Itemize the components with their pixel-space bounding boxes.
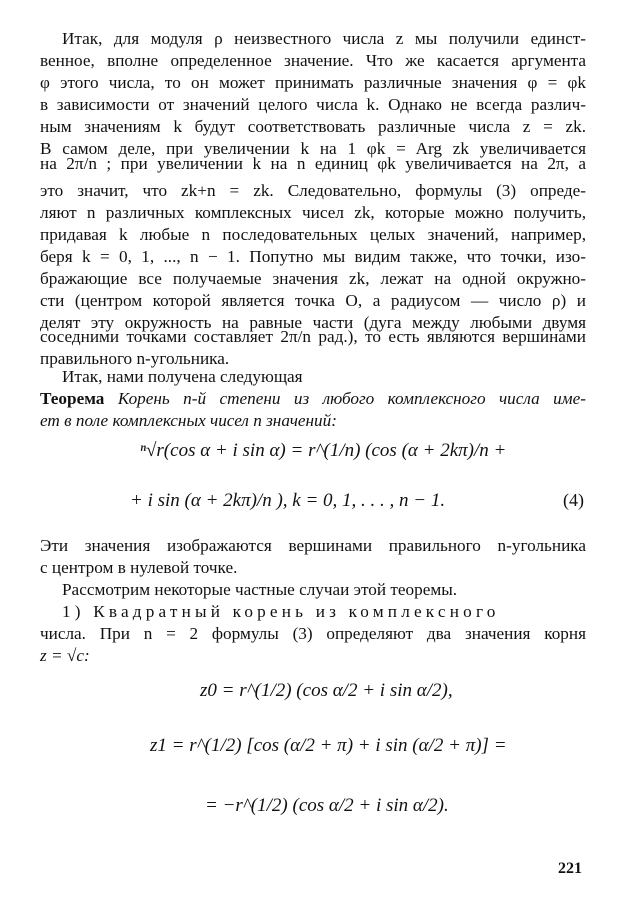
text-line: делят эту окружность на равные части (дуга между любыми двумя [40, 313, 586, 332]
text-line: В самом деле, при увеличении k на 1 φk = Arg zk увеличивается [40, 139, 586, 158]
text-line: φ этого числа, то он может принимать различные значения φ = φk [40, 73, 586, 92]
theorem-line [40, 388, 586, 410]
text-line: беря k = 0, 1, ..., n − 1. Попутно мы видим также, что точки, изо- [40, 247, 586, 266]
text-line: Итак, для модуля ρ неизвестного числа z мы получили единст- [62, 29, 586, 48]
equation-4-line1: ⁿ√r(cos α + i sin α) = r^(1/n) (cos (α + 2kπ)/n + [140, 440, 507, 461]
equation-z1: z1 = r^(1/2) [cos (α/2 + π) + i sin (α/2 + π)] = [150, 735, 507, 756]
text-line: это значит, что zk+n = zk. Следовательно, формулы (3) опреде- [40, 181, 586, 200]
equation-z1-continued: = −r^(1/2) (cos α/2 + i sin α/2). [205, 795, 449, 816]
text-line: на 2π/n ; при увеличении k на n единиц φk увеличивается на 2π, а [40, 154, 586, 173]
text-line: числа. При n = 2 формулы (3) определяют два значения корня [40, 624, 586, 643]
theorem-head: Теорема [40, 389, 105, 408]
text-line: соседними точками составляет 2π/n рад.), то есть являются вершинами [40, 327, 586, 346]
text-line: Эти значения изображаются вершинами правильного n-угольника [40, 536, 586, 555]
text-line: с центром в нулевой точке. [40, 558, 238, 577]
equation-4-line2: + i sin (α + 2kπ)/n ), k = 0, 1, . . . , n − 1. [130, 490, 446, 511]
text-line: ным значениям k будут соответствовать различные числа z = zk. [40, 117, 586, 136]
equation-number: (4) [563, 490, 584, 510]
theorem-text: Корень n-й степени из любого комплексного числа име- [117, 389, 586, 408]
text-line: в зависимости от значений целого числа k. Однако не всегда различ- [40, 95, 586, 114]
text-line: z = √c: [40, 646, 90, 665]
theorem-text: ет в поле комплексных чисел n значений: [40, 411, 337, 430]
page-number: 221 [558, 860, 582, 877]
text-line: Итак, нами получена следующая [62, 367, 303, 386]
text-line: венное, вполне определенное значение. Что же касается аргумента [40, 51, 586, 70]
text-line: бражающие все получаемые значения zk, лежат на одной окружно- [40, 269, 586, 288]
case-heading: 1) Квадратный корень из комплексного [62, 602, 500, 621]
equation-z0: z0 = r^(1/2) (cos α/2 + i sin α/2), [200, 680, 453, 701]
text-line: правильного n-угольника. [40, 349, 230, 368]
text-line: ляют n различных комплексных чисел zk, которые можно получить, [40, 203, 586, 222]
text-line: придавая k любые n последовательных целых значений, например, [40, 225, 586, 244]
text-line: сти (центром которой является точка O, а радиусом — число ρ) и [40, 291, 586, 310]
text-line: Рассмотрим некоторые частные случаи этой теоремы. [62, 580, 458, 599]
